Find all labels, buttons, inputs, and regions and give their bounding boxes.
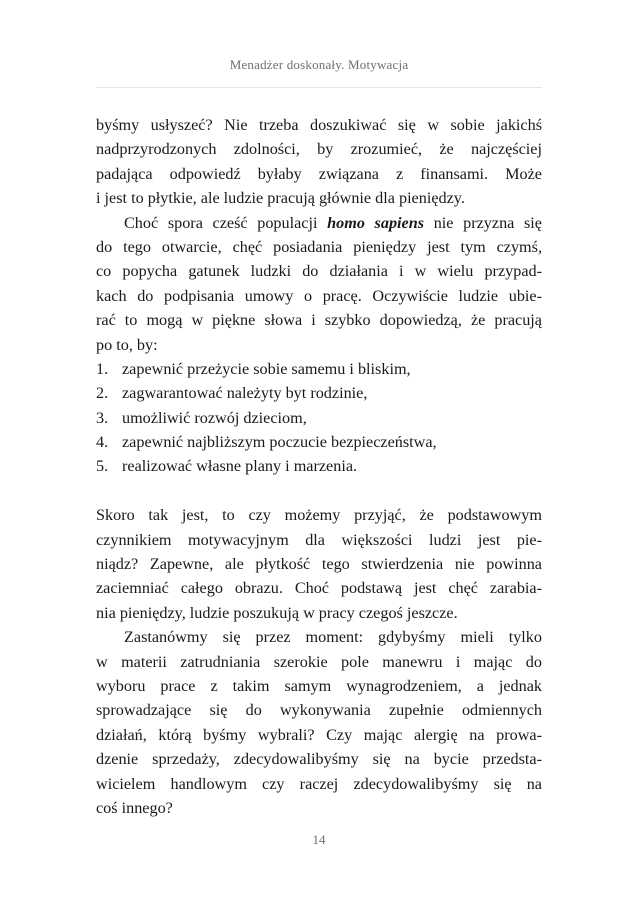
list-text: realizować własne plany i marzenia. <box>122 457 358 476</box>
list-item <box>96 430 542 454</box>
header-rule <box>96 87 542 88</box>
paragraph-gap <box>96 479 542 503</box>
list-text: zagwarantować należyty byt rodzinie, <box>122 384 368 403</box>
text-line <box>96 211 542 235</box>
list-item <box>96 381 542 405</box>
numbered-list <box>96 357 542 479</box>
list-text: zapewnić najbliższym poczucie bezpieczeństwa, <box>122 433 437 452</box>
paragraph-2 <box>96 211 542 357</box>
text-line: padająca odpowiedź byłaby związana z finansami. Może <box>96 164 542 183</box>
list-item <box>96 357 542 381</box>
paragraph-4 <box>96 625 542 820</box>
text-line: byśmy usłyszeć? Nie trzeba doszukiwać się w sobie jakichś <box>96 116 542 134</box>
list-item <box>96 454 542 478</box>
list-number: 4. <box>96 433 109 452</box>
text-line: do tego otwarcie, chęć posiadania pieniędzy jest tym czymś, <box>96 237 542 256</box>
text-line: sprowadzające się do wykonywania zupełnie odmiennych <box>96 701 542 720</box>
text-line: i jest to płytkie, ale ludzie pracują głównie dla pieniędzy. <box>96 189 465 208</box>
list-number: 1. <box>96 359 109 378</box>
text-line: wicielem handlowym czy raczej zdecydowalibyśmy się na <box>96 774 542 793</box>
text-line: w materii zatrudniania szerokie pole manewru i mając do <box>96 652 542 671</box>
list-number: 3. <box>96 408 109 427</box>
list-text: zapewnić przeżycie sobie samemu i bliskim, <box>122 359 411 378</box>
emphasis-term: homo sapiens <box>327 213 425 232</box>
text-line: wyboru prace z takim samym wynagrodzeniem, a jednak <box>96 676 542 695</box>
body-text <box>96 113 542 820</box>
text-line: coś innego? <box>96 798 173 817</box>
text-line: nia pieniędzy, ludzie poszukują w pracy czegoś jeszcze. <box>96 603 458 622</box>
text-line: niądz? Zapewne, ale płytkość tego stwierdzenia nie powinna <box>96 555 542 574</box>
text-line: po to, by: <box>96 335 158 354</box>
text-line: zaciemniać całego obrazu. Choć podstawą jest chęć zarabia- <box>96 579 542 598</box>
text-segment: Choć spora cześć populacji <box>124 213 328 232</box>
text-line: kach do podpisania umowy o pracę. Oczywiście ludzie ubie- <box>96 286 542 305</box>
text-line: Skoro tak jest, to czy możemy przyjąć, że podstawowym <box>96 506 542 525</box>
list-number: 5. <box>96 457 109 476</box>
text-line: rać to mogą w piękne słowa i szybko dopowiedzą, że pracują <box>96 311 542 330</box>
text-line: nadprzyrodzonych zdolności, by zrozumieć, że najczęściej <box>96 140 542 159</box>
text-line: dzenie sprzedaży, zdecydowalibyśmy się na bycie przedsta- <box>96 750 542 769</box>
text-segment: nie przyzna się <box>424 213 542 232</box>
paragraph-1 <box>96 113 542 211</box>
running-header: Menadżer doskonały. Motywacja <box>229 57 409 72</box>
page-number: 14 <box>312 832 326 847</box>
text-line: Zastanówmy się przez moment: gdybyśmy mieli tylko <box>124 628 542 647</box>
list-number: 2. <box>96 384 109 403</box>
paragraph-3 <box>96 503 542 625</box>
text-line: działań, którą byśmy wybrali? Czy mając alergię na prowa- <box>96 725 542 744</box>
list-text: umożliwić rozwój dzieciom, <box>122 408 307 427</box>
text-line: czynnikiem motywacyjnym dla większości ludzi jest pie- <box>96 530 542 549</box>
list-item <box>96 406 542 430</box>
text-line: co popycha gatunek ludzki do działania i w wielu przypad- <box>96 262 542 281</box>
